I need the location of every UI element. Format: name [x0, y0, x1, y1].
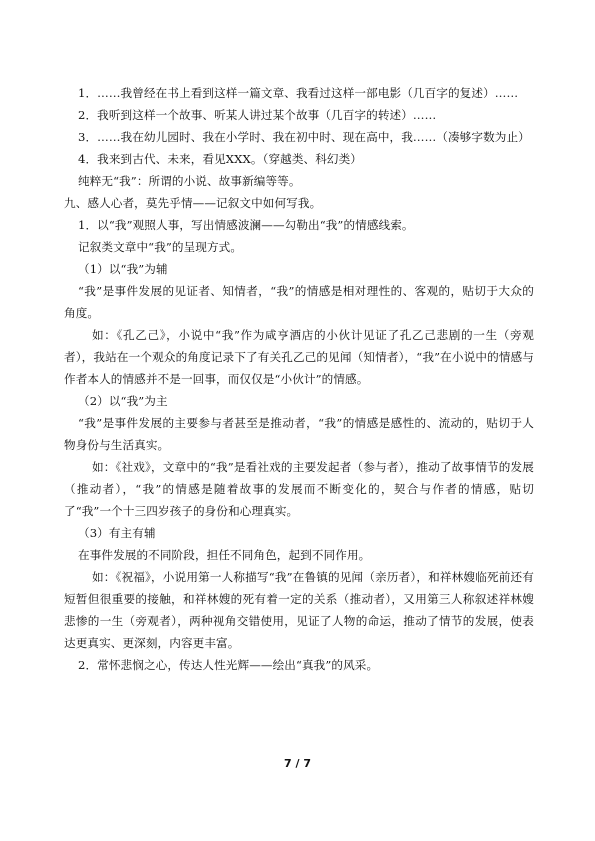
- paragraph-no-self: 纯粹无“我”：所谓的小说、故事新编等等。: [78, 174, 301, 188]
- list-item-3: 3．……我在幼儿园时、我在小学时、我在初中时、现在高中，我……（凑够字数为止）: [78, 130, 530, 144]
- paragraph-example-shexi: 如：《社戏》，文章中的“我”是看社戏的主要发起者（参与者），推动了故事情节的发展（推动者），“我”的情感是随着故事的发展而不断变化的，契合与作者的情感，贴切了“我”一个十三四岁孩子的身份和心理真实。: [64, 460, 534, 518]
- page-number: 7 / 7: [284, 757, 311, 770]
- subheading-main: （2）以“我”为主: [78, 394, 168, 408]
- paragraph-presentation: 记叙类文章中“我”的呈现方式。: [78, 240, 243, 254]
- paragraph-example-kongyiji: 如：《孔乙己》，小说中“我”作为咸亨酒店的小伙计见证了孔乙己悲剧的一生（旁观者），我站在一个观众的角度记录下了有关孔乙己的见闻（知情者），“我”在小说中的情感与作者本人的情感并不是一回事，而仅仅是“小伙计”的情感。: [64, 328, 534, 386]
- page-body: [64, 82, 534, 676]
- paragraph-mixed-desc: 在事件发展的不同阶段，担任不同角色，起到不同作用。: [78, 548, 371, 562]
- paragraph-main-desc: “我”是事件发展的主要参与者甚至是推动者，“我”的情感是感性的、流动的，贴切于人物身份与生活真实。: [64, 416, 534, 452]
- paragraph-example-zhufu: 如：《祝福》，小说用第一人称描写“我”在鲁镇的见闻（亲历者），和祥林嫂临死前还有短暂但很重要的接触，和祥林嫂的死有着一定的关系（推动者），又用第三人称叙述祥林嫂悲惨的一生（旁观者），两种视角交错使用，见证了人物的命运，推动了情节的发展，使表达更真实、更深刻，内容更丰富。: [64, 570, 534, 650]
- list-item-4: 4．我来到古代、未来，看见XXX。（穿越类、科幻类）: [78, 152, 363, 166]
- section-heading-9: 九、感人心者，莫先乎情——记叙文中如何写我。: [64, 196, 322, 210]
- list-item-2: 2．我听到这样一个故事、听某人讲过某个故事（几百字的转述）……: [78, 108, 437, 122]
- paragraph-auxiliary-desc: “我”是事件发展的见证者、知情者，“我”的情感是相对理性的、客观的，贴切于大众的角度。: [64, 284, 534, 320]
- list-item-1: 1．……我曾经在书上看到这样一篇文章、我看过这样一部电影（几百字的复述）……: [78, 86, 519, 100]
- subheading-1: 1．以“我”观照人事，写出情感波澜——勾勒出“我”的情感线索。: [78, 218, 414, 232]
- subheading-mixed: （3）有主有辅: [78, 526, 156, 540]
- subheading-2: 2．常怀悲悯之心，传达人性光辉——绘出“真我”的风采。: [78, 658, 379, 672]
- subheading-auxiliary: （1）以“我”为辅: [78, 262, 168, 276]
